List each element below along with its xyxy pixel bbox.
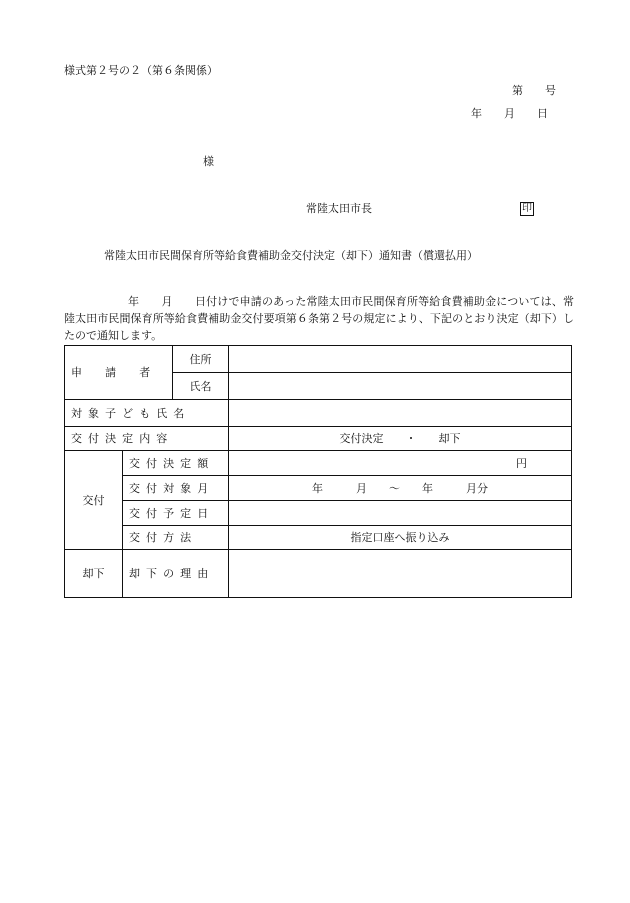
grant-method-label: 交付方法 xyxy=(123,526,229,550)
child-name-label: 対象子ども氏名 xyxy=(65,400,229,427)
issue-date-label: 年 月 日 xyxy=(471,107,548,120)
notice-body xyxy=(64,293,574,344)
address-field[interactable] xyxy=(229,346,572,373)
grant-method-value: 指定口座へ振り込み xyxy=(229,526,572,550)
document-number-label: 第 号 xyxy=(512,84,556,97)
reject-reason-field[interactable] xyxy=(229,550,572,598)
notice-table xyxy=(64,345,572,598)
decision-content-label: 交付決定内容 xyxy=(65,427,229,451)
seal-mark: 印 xyxy=(522,203,532,214)
document-title: 常陸太田市民間保育所等給食費補助金交付決定（却下）通知書（償還払用） xyxy=(104,249,478,262)
grant-month-label: 交付対象月 xyxy=(123,476,229,501)
child-name-field[interactable] xyxy=(229,400,572,427)
name-label: 氏名 xyxy=(173,373,229,400)
grant-label: 交付 xyxy=(65,451,123,550)
form-number: 様式第２号の２（第６条関係） xyxy=(64,64,218,77)
name-field[interactable] xyxy=(229,373,572,400)
decision-content-value: 交付決定 ・ 却下 xyxy=(229,427,572,451)
notice-line-1: 年 月 日付けで申請のあった常陸太田市民間保育所等給食費補助金に xyxy=(128,295,508,308)
sender-name: 常陸太田市長 xyxy=(306,202,372,215)
grant-month-value: 年 月 ～ 年 月分 xyxy=(229,476,572,501)
notice-line-2: ついては、常陸太田市民間保育所等給食費補助金交付要項第６条第２号の規定により、下 xyxy=(64,295,574,325)
addressee-suffix: 様 xyxy=(203,155,214,168)
grant-date-label: 交付予定日 xyxy=(123,501,229,526)
grant-date-field[interactable] xyxy=(229,501,572,526)
reject-reason-label: 却下の理由 xyxy=(123,550,229,598)
grant-amount-unit: 円 xyxy=(229,451,572,476)
reject-label: 却下 xyxy=(65,550,123,598)
address-label: 住所 xyxy=(173,346,229,373)
applicant-label: 申 請 者 xyxy=(65,346,173,400)
notice-line-3: 記のとおり決定（却下）したので通知します。 xyxy=(64,312,575,342)
grant-amount-label: 交付決定額 xyxy=(123,451,229,476)
